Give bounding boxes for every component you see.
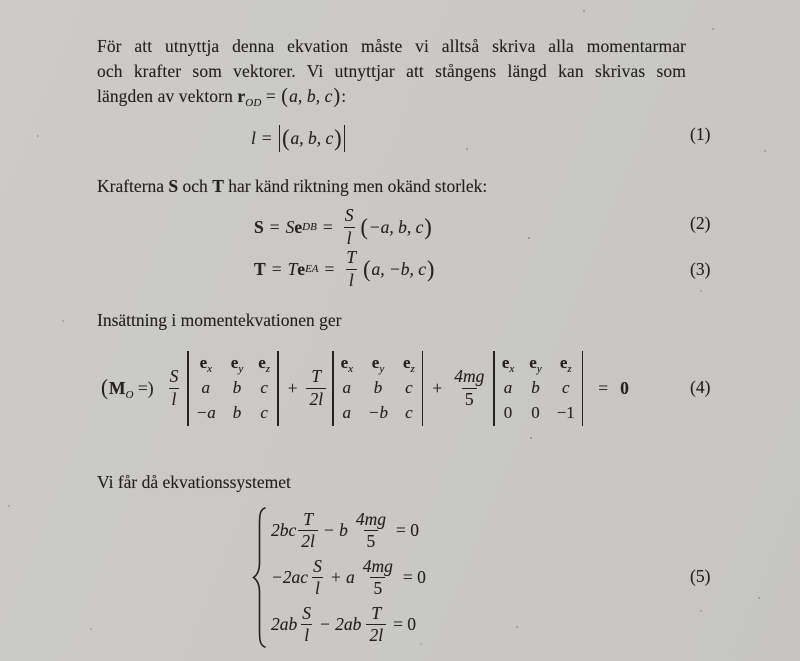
- eq3-fraction-denominator: l: [346, 269, 357, 291]
- eq4-frac2-denominator: 2l: [306, 388, 326, 410]
- matrix-cell: $e_z$: [258, 352, 271, 375]
- matrix-cell: a: [342, 402, 352, 422]
- matrix-cell: $e_y$: [230, 352, 244, 375]
- row3-frac2-denominator: 2l: [366, 624, 386, 646]
- matrix-cell: a: [342, 377, 352, 397]
- eq3-vector-T: T: [254, 258, 266, 279]
- eq4-lhs: [100, 374, 154, 401]
- abs-bar-right: [344, 125, 345, 152]
- row1-frac1-numerator: T: [303, 508, 313, 529]
- left-paren: (: [282, 124, 290, 151]
- eq2-fraction-denominator: l: [344, 227, 355, 249]
- matrix-cell: −a: [195, 402, 216, 422]
- eq4-equals: =: [598, 377, 609, 398]
- matrix-cell: a: [201, 377, 211, 397]
- system-row-3: [271, 601, 426, 648]
- scan-speckles: [0, 0, 2, 2]
- determinant-2: [332, 351, 423, 426]
- equation-3: T = T e EA = $\frac{T}{l}$ ( a, −b, c ): [254, 247, 435, 290]
- eq2-magnitude: S: [285, 216, 295, 237]
- system-row-1: [271, 507, 426, 554]
- eq1-lhs: l: [251, 127, 256, 148]
- moment-subscript-O: O: [125, 389, 134, 401]
- vector-r-symbol: r: [237, 86, 246, 106]
- row1-fraction-1: [298, 510, 318, 552]
- determinant-bar: [422, 351, 424, 426]
- eq2-equals-1: =: [269, 216, 280, 237]
- right-paren: ): [333, 84, 341, 108]
- eq4-zero-vector: 0: [620, 377, 629, 398]
- matrix-cell: $e_y$: [529, 352, 542, 375]
- row3-fraction-1: [299, 604, 314, 646]
- row1-equals-zero: = 0: [395, 520, 419, 540]
- eq4-frac1-denominator: l: [169, 388, 180, 410]
- row2-operator-term: + a: [329, 567, 355, 587]
- equation-1-number: (1): [690, 124, 711, 144]
- eq3-magnitude: T: [287, 258, 298, 279]
- paragraph-forces: [97, 176, 487, 197]
- matrix-cell: a: [503, 377, 513, 397]
- row2-equals-zero: = 0: [402, 567, 426, 587]
- vector-components: a, b, c: [289, 86, 333, 106]
- row2-term: −2ac: [271, 567, 309, 587]
- row3-operator-term: − 2ab: [319, 614, 362, 634]
- row2-frac2-denominator: 5: [370, 577, 385, 599]
- matrix-cell: c: [405, 377, 413, 397]
- eq3-unit-vector: e: [297, 258, 306, 279]
- eq1-args: a, b, c: [290, 127, 334, 148]
- right-paren: ): [424, 213, 432, 240]
- row3-equals-zero: = 0: [393, 614, 417, 634]
- eq3-args: a, −b, c: [371, 258, 427, 279]
- eq3-equals-2: =: [324, 258, 335, 279]
- row2-fraction-1: [310, 557, 325, 599]
- row1-fraction-2: [353, 510, 389, 552]
- row2-frac1-numerator: S: [313, 555, 322, 576]
- forces-t3: har känd riktning men okänd storlek:: [223, 176, 488, 196]
- right-paren: ): [334, 124, 342, 151]
- matrix-cell: b: [531, 377, 540, 397]
- matrix-cell: b: [232, 402, 242, 422]
- system-row-2: [271, 554, 426, 601]
- equation-5: [252, 506, 426, 649]
- eq2-unit-vector: e: [294, 216, 303, 237]
- force-S-symbol: S: [168, 176, 179, 196]
- forces-t2: och: [178, 176, 213, 196]
- row1-frac1-denominator: 2l: [298, 530, 318, 552]
- intro-line3-prefix: längden av vektorn: [97, 86, 238, 106]
- matrix-cell: $e_y$: [371, 352, 385, 375]
- eq4-plus-1: +: [287, 377, 298, 398]
- eq4-frac3-denominator: 5: [462, 388, 477, 410]
- matrix-cell: b: [373, 377, 383, 397]
- row3-frac2-numerator: T: [371, 602, 382, 623]
- matrix-cell: b: [232, 377, 242, 397]
- matrix-cell: $e_z$: [402, 352, 415, 375]
- left-paren: (: [101, 374, 108, 400]
- matrix-cell: $e_x$: [340, 352, 353, 375]
- row2-frac1-denominator: l: [312, 577, 323, 599]
- abs-bar-left: [279, 125, 280, 152]
- matrix-cell: $e_x$: [501, 352, 515, 375]
- intro-line-2: och krafter som vektorer. Vi utnyttjar att stångens längd kan skrivas som: [97, 61, 686, 81]
- determinant-1: [187, 351, 278, 426]
- determinant-bar: [582, 351, 584, 426]
- equation-5-number: (5): [690, 566, 711, 586]
- eq4-frac3-numerator: 4mg: [454, 366, 485, 386]
- row1-operator-term: − b: [322, 520, 348, 540]
- row2-fraction-2: [360, 557, 396, 599]
- eq4-frac1-numerator: S: [169, 366, 179, 386]
- equation-1: [251, 122, 346, 154]
- row1-frac2-numerator: 4mg: [355, 508, 386, 529]
- eq2-vector-S: S: [254, 216, 264, 237]
- matrix-cell: −1: [556, 402, 575, 422]
- matrix-cell: c: [561, 377, 570, 397]
- eq3-fraction-numerator: T: [346, 247, 357, 267]
- matrix-cell: −b: [368, 402, 388, 422]
- intro-line-1: För att utnyttja denna ekvation måste vi alltså skriva alla momentarmar: [97, 36, 686, 56]
- paragraph-system: Vi får då ekvationssystemet: [97, 472, 291, 492]
- eq4-frac2-numerator: T: [311, 366, 322, 386]
- eq4-lhs-equals-paren: =): [133, 378, 154, 398]
- matrix-cell: $e_x$: [199, 352, 213, 375]
- matrix-cell: c: [405, 402, 413, 422]
- eq4-fraction-1: [167, 367, 182, 409]
- forces-t1: Krafterna: [97, 176, 169, 196]
- equation-4: [100, 344, 629, 432]
- vector-r-subscript: OD: [245, 97, 262, 109]
- matrix-cell: c: [260, 402, 268, 422]
- force-T-symbol: T: [212, 176, 224, 196]
- row3-frac1-denominator: l: [301, 624, 312, 646]
- eq3-equals-1: =: [271, 258, 282, 279]
- system-brace-icon: [252, 506, 267, 649]
- matrix-cell: 0: [503, 402, 513, 422]
- matrix-cell: c: [260, 377, 268, 397]
- paragraph-insertion: Insättning i momentekvationen ger: [97, 310, 342, 330]
- eq2-equals-2: =: [322, 216, 333, 237]
- row3-term: 2ab: [271, 614, 298, 634]
- eq3-fraction: [343, 248, 359, 290]
- left-paren: (: [360, 213, 368, 240]
- equation-system-rows: [271, 507, 426, 648]
- row1-frac2-denominator: 5: [364, 530, 379, 552]
- eq4-plus-2: +: [432, 377, 443, 398]
- row3-fraction-2: [366, 604, 386, 646]
- row3-frac1-numerator: S: [302, 602, 311, 623]
- intro-equals: =: [261, 86, 281, 106]
- eq2-fraction-numerator: S: [344, 205, 354, 225]
- eq4-fraction-2: [306, 367, 326, 409]
- eq2-args: −a, b, c: [368, 216, 424, 237]
- determinant-bar: [277, 351, 279, 426]
- row2-frac2-numerator: 4mg: [362, 555, 393, 576]
- intro-colon: :: [341, 86, 347, 106]
- determinant-3: [493, 351, 583, 426]
- eq1-equals: =: [261, 127, 272, 148]
- matrix-cell: 0: [531, 402, 540, 422]
- left-paren: (: [281, 84, 289, 108]
- eq4-fraction-3: [451, 367, 487, 409]
- left-paren: (: [363, 255, 371, 282]
- right-paren: ): [427, 255, 435, 282]
- intro-line-3: [97, 84, 686, 109]
- eq2-fraction: [342, 206, 357, 248]
- equation-4-number: (4): [690, 377, 711, 397]
- equation-2-number: (2): [690, 213, 711, 233]
- equation-3-number: (3): [690, 259, 711, 279]
- equation-2: S = S e DB = $\frac{S}{l}$ ( −a, b, c ): [254, 205, 432, 248]
- matrix-cell: $e_z$: [559, 352, 572, 375]
- moment-vector-M: M: [109, 378, 126, 398]
- row1-term: 2bc: [271, 520, 297, 540]
- paragraph-intro: [97, 34, 686, 109]
